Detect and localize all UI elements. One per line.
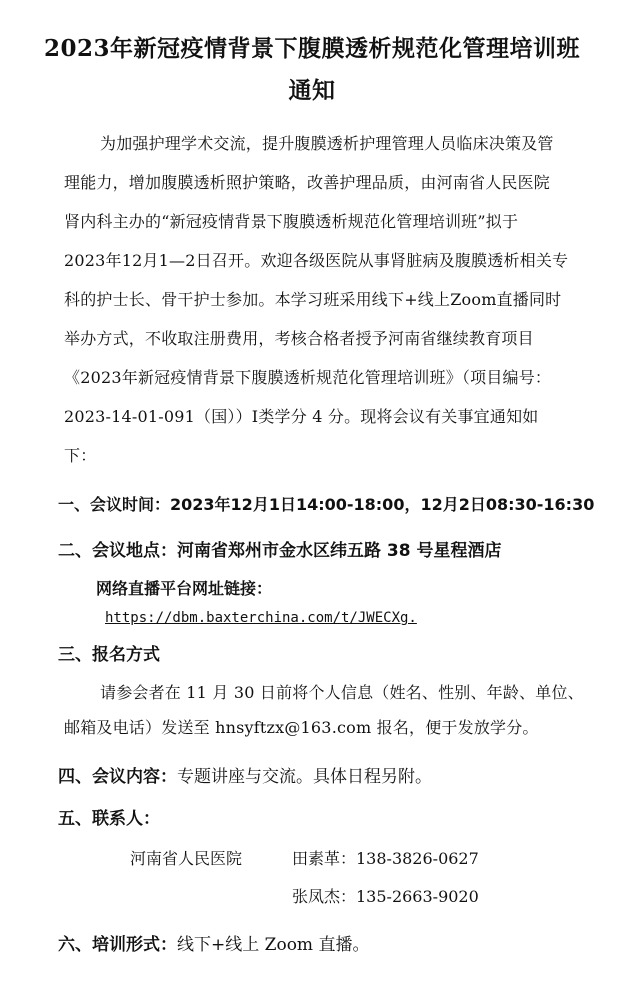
intro-line: 下： [64, 446, 97, 465]
intro-line: 2023-14-01-091（国））Ⅰ类学分 4 分。现将会议有关事宜通知如 [64, 407, 539, 426]
intro-line: 为加强护理学术交流，提升腹膜透析护理管理人员临床决策及管 [100, 134, 554, 153]
training-format-value: 线下+线上 Zoom 直播。 [177, 935, 370, 955]
section-meeting-location [58, 536, 502, 561]
section-heading: 一、会议时间： [58, 495, 171, 514]
contact-person-1: 田素革：138-3826-0627 [292, 849, 479, 868]
contact-person-2: 张凤杰：135-2663-9020 [292, 887, 479, 906]
intro-line: 肾内科主办的“新冠疫情背景下腹膜透析规范化管理培训班”拟于 [64, 212, 519, 231]
registration-line: 邮箱及电话）发送至 hnsyftzx@163.com 报名，便于发放学分。 [64, 718, 539, 737]
section-heading: 三、报名方式 [58, 645, 160, 665]
section-heading: 五、联系人： [58, 809, 160, 829]
section-meeting-time [58, 492, 594, 515]
section-content [58, 762, 432, 787]
section-contacts [58, 804, 160, 829]
notice-title: 2023年新冠疫情背景下腹膜透析规范化管理培训班 [43, 35, 580, 62]
intro-line: 科的护士长、骨干护士参加。本学习班采用线下+线上Zoom直播同时 [64, 290, 562, 309]
section-heading: 四、会议内容： [58, 767, 177, 787]
contact-organization: 河南省人民医院 [130, 849, 243, 868]
section-heading: 二、会议地点： [58, 541, 177, 561]
section-training-format [58, 930, 369, 955]
intro-line: 《2023年新冠疫情背景下腹膜透析规范化管理培训班》（项目编号： [64, 368, 552, 387]
registration-line: 请参会者在 11 月 30 日前将个人信息（姓名、性别、年龄、单位、 [100, 683, 584, 702]
intro-line: 理能力，增加腹膜透析照护策略，改善护理品质，由河南省人民医院 [64, 173, 551, 192]
notice-title-suffix: 通知 [288, 77, 336, 104]
meeting-location-value: 河南省郑州市金水区纬五路 38 号星程酒店 [177, 541, 502, 561]
section-heading: 六、培训形式： [58, 935, 177, 955]
section-registration [58, 640, 160, 665]
intro-line: 举办方式，不收取注册费用，考核合格者授予河南省继续教育项目 [64, 329, 534, 348]
stream-link-label: 网络直播平台网址链接： [96, 579, 273, 598]
content-value: 专题讲座与交流。具体日程另附。 [177, 767, 432, 787]
meeting-time-value: 2023年12月1日14:00-18:00，12月2日08:30-16:30 [170, 495, 595, 514]
stream-url-link[interactable]: https://dbm.baxterchina.com/t/JWECXg. [105, 610, 417, 626]
intro-line: 2023年12月1—2日召开。欢迎各级医院从事肾脏病及腹膜透析相关专 [64, 251, 569, 270]
